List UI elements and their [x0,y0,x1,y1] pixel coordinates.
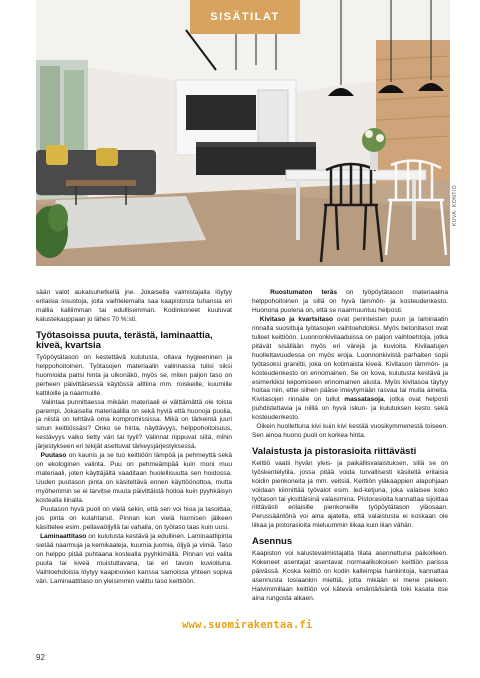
kitchen-illustration [36,0,450,266]
paragraph: Valintaa punnittaessa mikään materiaali ei välttämättä ole toista parempi. Jokaisella materiaalilla on sekä hyviä että huonoja puolia, ja niistä on tehtävä oma kompromississa. Mikä on tärkeintä juuri sinun keittiössäsi? Onko se hinta, näyttävyys, helppohoitoisuus, kestävyys vaiko tietty väri tai tyyli? Valinnat riippuvat siitä, mihin järjestykseen eri tekijät asettuvat tärkeysjärjestyksessä. [36,398,232,451]
paragraph: Ruostumaton teräs on työpöytätason materiaalina helppohoitoinen ja sillä on hyvä lämmön- ja kosteudenkesto. Huonona puolena on, että se naarmuuntuu helposti. [252,289,449,314]
lighting-heading: Valaistusta ja pistorasioita riittävästi [252,446,417,458]
paragraph: Keittiö vaatii hyvän yleis- ja paikallisvalaistuksen, sillä se on työskentelytila, jossa pitää voida turvallisesti käsitellä erilaisia koidin pienkoneita ja mm. veitsiä. Keittiön yläkaappien alapohjaan voidaan kiinnittää työvalot esim. led-ketjuna, joka valaisee koko työtason tai yksittäisinä valaisimina. Pistorasioita kannattaa sijoittaa riittävästi erilaisille pienkoneille työpöytätason yläosaan. Perussääntönä voi aina ajatella, että valaistusta ei koskaan ole liikaa ja pistorasioita mieluummin liikaa kuin liian vähän. [252,459,448,530]
paragraph: Puutason hyvä puoli on vielä sekin, että sen voi hioa ja tasoittaa, jos pinta on kulahtanut. Pinnan kun vielä hiomisen jälkeen käsittelee esim. pellavaöljyllä tai vahalla, on työtaso taas kuin uusi. [36,506,232,531]
paragraph: Laminaattitaso on kulutusta kestävä ja edullinen. Laminaattipinta sietää naarmuja ja kemikaaleja, kuumia juomia, öljyä ja viiniä. Taso on helppo pitää puhtaana kostealla pyyhkimällä. Pinnan voi valita puuta tai kiveä muistuttavana, tai eri tavoin kuvioituna. Vaihtoehdoista löytyy kaapinovien kanssa samoissa yhteen sopiva väri. Laminaattitaso on yleisimmin valittu taso keittiöön. [36,532,232,585]
right-column [252,289,448,604]
paragraph: Kivitaso ja kvartsitaso ovat perinteisten puun ja laminaatin rinnalla suosittuja työtasojen vaihtoehdoiksi. Myös betonitasot ovat tulleet keittiöön. Luonnonkivilaaduissa on paljon vaihtoehtoja, jotka pitävät sisällään myös eri värejä ja kuvioita. Kivilaatujen huollettavuudessa on myös eroja. Luonnonkivistä parhaiten sopii työtasoksi graniitti, joka on kotimaista kiveä. Kivitason lämmön- ja kosteudenkesto on erinomainen. Se on kova, kulutusta kestävä ja esimerkiksi leipomiseen erinomainen alusta. Myös kivitasoa täytyy hoitaa niin, ettei siihen pääse imeytymään rasvaa tai muita aineita. Kivitasojen rinnalle on tullut massatasoja, jotka ovat helposti puhdistettavia ja niillä on hyvä iskun- ja kulutuksen kesto sekä kosteudenkesto. [252,315,449,422]
worktop-heading: Työtasoissa puuta, terästä, laminaattia, kiveä, kvartsia [36,329,213,352]
paragraph: Oikein huollettuna kivi kuin kivi kestää vuosikymmenestä toiseen. Sen ainoa huono puoli on korkea hinta. [252,423,449,440]
section-label-tab [190,0,300,34]
intro-paragraph: sään valot aukaisuhetkellä jne. Jokaisella valmistajalla löytyy erilaisia sisustoja, joita vaihtelemalla saa kaapistosta tuhansia eri mallia kalliimman tai edullisemman. Kodinkoneet kuuluvat kalustekauppaan jo lähes 70 %:sti. [36,289,232,323]
section-label: SISÄTILAT [210,11,280,23]
page-number: 92 [36,653,45,662]
photo-credit: KUVA: KONTIO [452,184,458,226]
installation-heading: Asennus [252,536,293,548]
left-column [36,289,232,587]
paragraph: Kaapiston voi kalustevalmistajalta tilata asennettuna paikoilleen. Kokeneet asentajat asentavat normaalikokoisen keittiön parissa päivässä. Koska keittiö on kodin kalleimpia hankintoja, kannattaa asennusta tosiaankin miettiä, jotta mikään ei mene pieleen. Halvimmillaan keittiön voi kätevä emäntä/isäntä toki kasata itse aina rungosta alkaen. [252,549,448,602]
website-link[interactable]: www.suomirakentaa.fi [182,619,313,631]
paragraph: Työpöytätason on kestettävä kulutusta, oltava hygieeninen ja helppohoitoinen. Työtasojen materiaalin valinnassa tulisi siksi huomioida paitsi hinta ja ulkonäkö, myös se, miten paljon taso on perheen päivittäisessä käytössä alttiina mm. roiskeille, kuumille kattiloille ja naarmuille. [36,353,232,397]
paragraph: Puutaso on kaunis ja se tuo keittiöön lämpöä ja pehmeyttä sekä on ekologinen valinta. Puu on pehmeämpää kuin moni muu materiaali, joten käyttäjältä vaaditaan huolellisuutta sen hoidossa. Uuden puutason pinta on käsiteltävä ennen käyttöönottoa, mutta myöhemmin se ei tarvitse muuta päivittäistä hoitoa kuin pyyhkäisyn kostealla liinalla. [36,452,233,505]
kitchen-photo [36,0,450,266]
